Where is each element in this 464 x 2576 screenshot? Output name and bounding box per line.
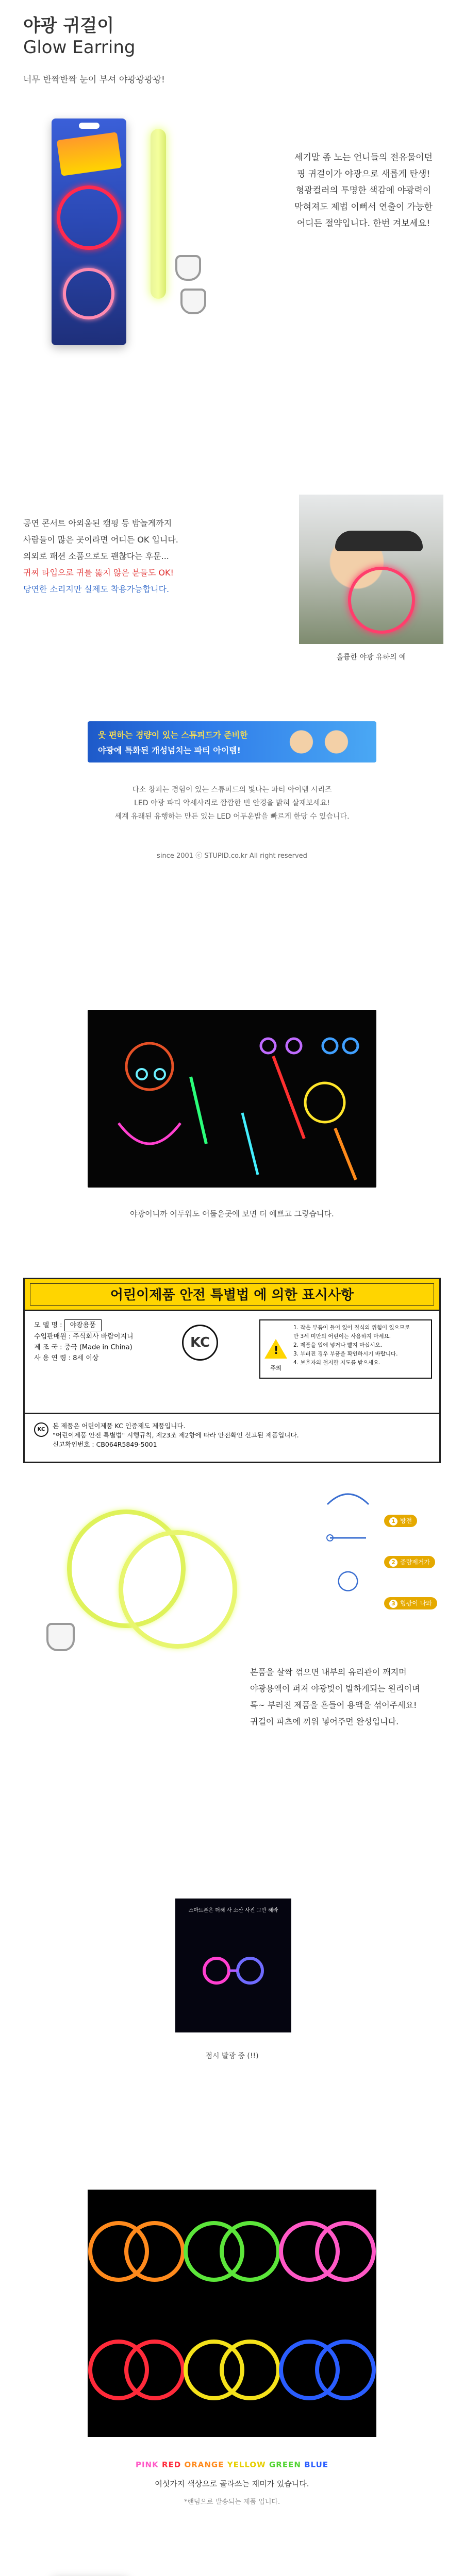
color-name: ORANGE (184, 2460, 224, 2469)
glow-ring-image (348, 567, 415, 634)
product-subtitle: 너무 반짝반짝 눈이 부셔 야광광광광! (23, 75, 165, 85)
usage-line: 의외로 패션 소품으로도 괜찮다는 후문... (23, 551, 169, 561)
hero-line: 세기말 좀 노는 언니들의 전유물이던 (294, 152, 433, 163)
kc-model-label: 모 델 명 : (34, 1321, 62, 1329)
kc-title-text: 어린이제품 안전 특별법 에 의한 표시사항 (110, 1287, 354, 1303)
concert-photo (299, 495, 443, 644)
step-badge (384, 1556, 435, 1568)
glow-face-photo (175, 1899, 291, 2032)
warning-item: 2. 제품을 입에 넣거나 빨지 마십시오. (293, 1342, 383, 1348)
step-number: 1 (389, 1517, 397, 1526)
bracelet-image (46, 1494, 242, 1664)
kc-certification-icon: KC (182, 1325, 218, 1361)
warning-list (293, 1324, 430, 1367)
usage-highlight-red: 귀찌 타입으로 귀를 뚫지 않은 분들도 OK! (23, 568, 174, 578)
kc-importer: 수입판매원 : 주식회사 바람이지니 (34, 1333, 134, 1341)
color-name: BLUE (304, 2460, 329, 2469)
bend-stick-icon (322, 1484, 374, 1510)
party-glow-illustration (88, 1010, 376, 1188)
usage-description (23, 515, 271, 598)
glowing-glasses-illustration (175, 1899, 291, 2032)
hero-description (281, 149, 446, 232)
kc-model-row (34, 1319, 163, 1331)
color-name: YELLOW (227, 2460, 266, 2469)
random-notice: *랜덤으로 발송되는 제품 입니다. (184, 2498, 280, 2506)
kc-note-lines (53, 1421, 436, 1449)
copyright-text: since 2001 ⓒ STUPID.co.kr All right reserved (157, 852, 307, 860)
glow-ring-image (57, 185, 121, 250)
speech-bubble-text: 스마트폰은 더해 사 소산 사진 그만 해라 (188, 1908, 278, 1913)
banner-line: 웃 편하는 경량이 있는 스튜피드가 준비한 (98, 730, 248, 740)
banner-people-image (279, 725, 367, 758)
warning-item: 1. 작은 부품이 들어 있어 질식의 위험이 있으므로 (293, 1325, 410, 1331)
ring-assemble-icon (322, 1566, 374, 1592)
package-hang-hole (79, 123, 100, 129)
kc-age: 사 용 연 령 : 8세 이상 (34, 1354, 99, 1362)
color-name: PINK (135, 2460, 159, 2469)
brand-description (77, 783, 387, 823)
step-badge (384, 1515, 417, 1527)
step-number: 2 (389, 1558, 397, 1567)
party-photo (88, 1010, 376, 1188)
colors-photo (88, 2190, 376, 2437)
colors-description: 여섯가지 색상으로 골라쓰는 재미가 있습니다. (155, 2479, 309, 2488)
kc-warning-box (259, 1319, 432, 1379)
glow-ring-image (63, 268, 114, 319)
bracelet-description (250, 1664, 451, 1730)
kc-label-title (25, 1279, 439, 1311)
kc-safety-label (23, 1278, 441, 1414)
kc-note-line: "어린이제품 안전 특별법" 시행규칙, 제23조 제2항에 따라 안전확인 신고된 제품입니다. (53, 1431, 299, 1439)
color-name-list (0, 2460, 464, 2469)
how-to-steps (312, 1484, 446, 1633)
color-name: GREEN (269, 2460, 301, 2469)
bracelet-line: 야광용액이 퍼져 야광빛이 발하게되는 원리이며 (250, 1684, 420, 1693)
kc-small-certification-icon: KC (34, 1422, 48, 1437)
brand-line: 세계 유래된 유행하는 만든 있는 LED 어두운밤을 빠르게 한당 수 있습니다. (114, 812, 350, 821)
earring-clip-image (180, 289, 206, 314)
step-label: 형광이 나와 (400, 1600, 432, 1607)
step-label: 중량제거가 (400, 1558, 430, 1566)
product-title-korean: 야광 귀걸이 (23, 15, 114, 36)
step-badge (384, 1597, 437, 1609)
hero-line: 핑 귀걸이가 야광으로 새롭게 탄생! (296, 169, 430, 179)
kc-note-line: 신고확인번호 : CB064R5849-5001 (53, 1440, 157, 1448)
face-caption: 점시 발광 중 (!!) (205, 2052, 259, 2060)
warning-triangle-icon: ! (264, 1339, 287, 1359)
glow-ring-image (119, 1530, 237, 1649)
package-image (52, 118, 126, 345)
step-number: 3 (389, 1600, 397, 1608)
hero-line: 어디든 절약입니다. 한번 겨보세요! (296, 218, 430, 229)
color-rings-illustration (88, 2190, 376, 2437)
bracelet-line: 톡~ 부러진 제품을 흔들어 용액을 섞어주세요! (250, 1700, 417, 1710)
hero-line: 형광컬러의 투명한 색감에 야광력이 (295, 185, 432, 196)
kc-note-line: 본 제품은 어린이제품 KC 인증제도 제품입니다. (53, 1422, 186, 1430)
hero-line: 막혀져도 제법 이뻐서 연출이 가능한 (294, 202, 433, 212)
usage-line: 사람들이 많은 곳이라면 어디든 OK 입니다. (23, 535, 178, 545)
usage-highlight-blue: 당연한 소리지만 실제도 착용가능합니다. (23, 584, 170, 594)
warning-item: 3. 부러진 경우 부품을 확인하시기 바랍니다. (293, 1351, 398, 1357)
bracelet-line: 본품을 살짝 꺾으면 내부의 유리관이 깨지며 (250, 1667, 407, 1677)
photo-caption: 홀륭한 야광 유하의 예 (336, 653, 406, 662)
banner-line: 야광에 특화된 개성넘치는 파티 아이템! (98, 745, 241, 755)
brand-banner (88, 721, 376, 762)
earring-clip-image (175, 255, 201, 281)
hat-shape (335, 531, 423, 551)
kc-model-value: 야광용품 (64, 1319, 102, 1331)
brand-line: LED 야광 파티 악세사리로 깜깜한 빈 안경을 밝혀 살재보세요! (134, 799, 330, 807)
kc-spec-list (34, 1319, 163, 1364)
party-caption: 야광이니까 어두워도 어둡운곳에 보면 더 예쁘고 그렇습니다. (130, 1209, 334, 1218)
package-label-graphic (57, 132, 122, 176)
warning-item: 만 3세 미만의 어린이는 사용하지 마세요. (293, 1333, 391, 1340)
shake-stick-icon (322, 1525, 374, 1551)
kc-note (34, 1421, 436, 1449)
glow-stick-image (151, 129, 166, 299)
kc-origin: 제 조 국 : 중국 (Made in China) (34, 1344, 132, 1351)
earring-clip-image (46, 1623, 75, 1651)
warning-item: 4. 보호자의 철저한 지도를 받으세요. (293, 1360, 380, 1366)
kc-note-area (23, 1414, 441, 1463)
brand-line: 다소 창피는 경험이 있는 스튜피드의 빛나는 파티 아이템 시리즈 (132, 786, 332, 794)
product-title-english: Glow Earring (23, 37, 136, 58)
usage-line: 공연 콘서트 아외움된 캠핑 등 밤놀게까지 (23, 518, 172, 528)
warning-label: 주의 (270, 1365, 281, 1371)
bracelet-line: 귀걸이 파츠에 끼워 넣어주면 완성입니다. (250, 1717, 399, 1726)
step-label: 방전 (400, 1517, 412, 1524)
color-name: RED (161, 2460, 181, 2469)
